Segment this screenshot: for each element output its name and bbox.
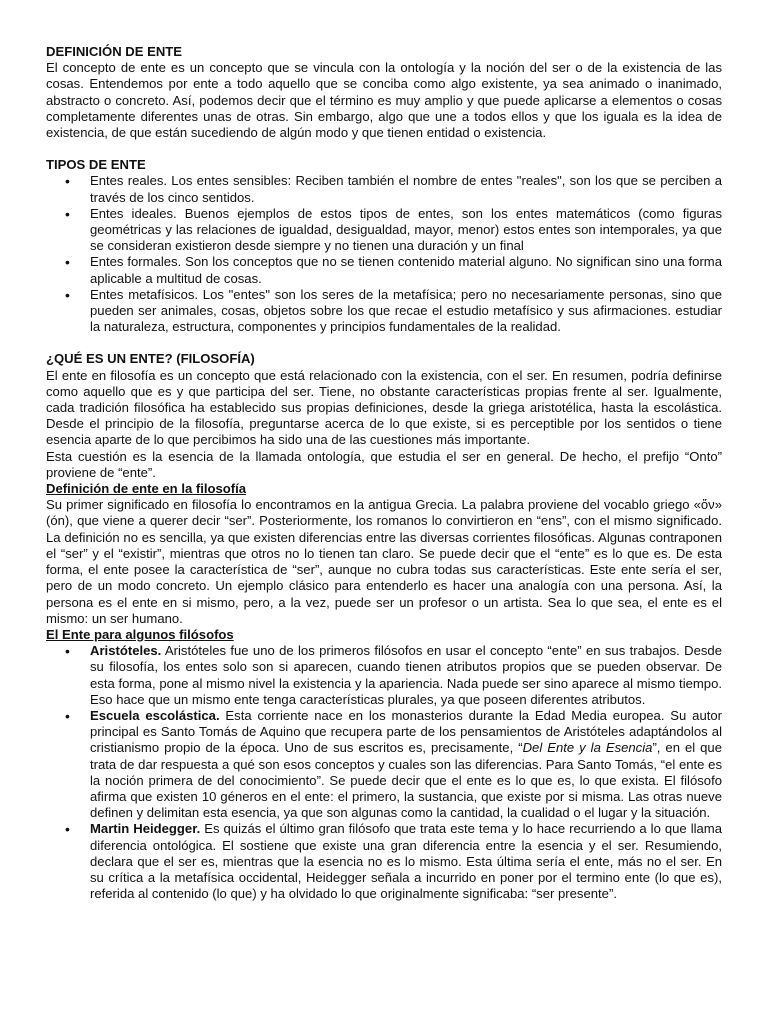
philosopher-name: Escuela escolástica.: [90, 707, 220, 723]
section-title-definicion: DEFINICIÓN DE ENTE: [46, 44, 183, 59]
subheading-filosofos: El Ente para algunos filósofos: [46, 626, 234, 642]
list-item: • Entes ideales. Buenos ejemplos de estos tipos de entes, son los entes matemáticos (como figuras geométricas y las relaciones de igualdad, desigualdad, mayor, menor) estos entes son intemporales, ya que se consideran existieron desde siempre y no tienen una duración y un final: [90, 206, 722, 255]
list-item: • Entes reales. Los entes sensibles: Reciben también el nombre de entes "reales", son los que se perciben a través de los cinco sentidos.: [90, 173, 722, 205]
book-title: Del Ente y la Esencia: [522, 740, 653, 756]
spacer: [46, 141, 722, 157]
section-title-que-es: ¿QUÉ ES UN ENTE? (FILOSOFÍA): [46, 351, 255, 367]
philosopher-text: ”, en el que trata de dar respuesta a qué son esos conceptos y cuales son las diferencias. Para Santo Tomás, “el ente es la noción primera de del conocimiento”. Se puede decir que el ente es lo que es, lo que exista. El filósofo afirma que existen 10 géneros en el ente: el primero, la sustancia, que existe por si misma. Las otras nueve definen y delimitan esta esencia, ya que son algunas como la cantidad, la cualidad o el lugar y la situación.: [90, 740, 722, 821]
paragraph-que-es-2: Esta cuestión es la esencia de la llamada ontología, que estudia el ser en general. De hecho, el prefijo “Onto” proviene de “ente”.: [46, 448, 722, 480]
paragraph-definicion-filosofia: Su primer significado en filosofía lo encontramos en la antigua Grecia. La palabra proviene del vocablo griego «ὄν» (ón), que viene a querer decir “ser”. Posteriormente, los romanos lo convirtieron en “ens”, con el mismo significado. La definición no es sencilla, ya que existen diferencias entre las diversas corrientes filosóficas. Algunas contraponen el “ser” y el “existir”, mientras que otros no lo tienen tan claro. Se puede decir que el “ente” es lo que es. De esta forma, el ente posee la característica de “ser”, aunque no cubra todas sus características. Este ente sería el ser, pero de un modo concreto. Un ejemplo clásico para entenderlo es hacer una analogía con una persona. Así, la persona es el ente en si mismo, pero, a la vez, puede ser un profesor o un artista. Sea lo que sea, el ente es el mismo: un ser humano.: [46, 497, 722, 626]
spacer: [46, 335, 722, 351]
paragraph-que-es-1: El ente en filosofía es un concepto que está relacionado con la existencia, con el ser. En resumen, podría definirse como aquello que es y que participa del ser. Tiene, no obstante características propias frente al ser. Igualmente, cada tradición filosófica ha establecido sus propias definiciones, desde la griega aristotélica, hasta la escolástica. Desde el principio de la filosofía, preguntarse acerca de lo que existe, si es perceptible por los sentidos o tiene esencia aparte de lo que percibimos ha sido una de las cuestiones más importante.: [46, 367, 722, 448]
philosopher-name: Aristóteles.: [90, 643, 162, 659]
subheading-definicion-filosofia: Definición de ente en la filosofía: [46, 481, 247, 497]
list-item-heidegger: [90, 821, 722, 902]
list-item-aristoteles: [90, 643, 722, 708]
list-item: • Entes formales. Son los conceptos que no se tienen contenido material alguno. No significan sino una forma aplicable a multitud de cosas.: [90, 254, 722, 286]
list-item: • Entes metafísicos. Los "entes" son los seres de la metafísica; pero no necesariamente personas, sino que pueden ser animales, cosas, objetos sobre los que recae el estudio metafísico y sus afirmaciones. estudiar la naturaleza, estructura, componentes y principios fundamentales de la realidad.: [90, 287, 722, 336]
list-item-escolastica: [90, 708, 722, 821]
section-title-tipos: TIPOS DE ENTE: [46, 157, 146, 173]
philosopher-text: Esta corriente nace en los monasterios durante la Edad Media europea. Su autor principal es Santo Tomás de Aquino que recupera parte de los pensamientos de Aristóteles adaptándolos al cristianismo propio de la época. Uno de sus escritos es, precisamente, “: [90, 707, 723, 756]
philosopher-text: Aristóteles fue uno de los primeros filósofos en usar el concepto “ente” en sus trabajos. Desde su filosofía, los entes solo son si aparecen, cuando tienen atributos propios que se pueden observar. De esta forma, pone al mismo nivel la existencia y la apariencia. Nada puede ser sino aparece al mismo tiempo. Eso hace que un mismo ente tenga características plurales, ya que poseen diferentes atributos.: [90, 643, 722, 707]
philosopher-name: Martin Heidegger.: [90, 821, 201, 837]
tipos-list: [46, 173, 722, 335]
filosofos-list: [46, 643, 722, 902]
philosopher-text: Es quizás el último gran filósofo que trata este tema y lo hace recurriendo a lo que llama diferencia ontológica. El sostiene que existe una gran diferencia entre la esencia y el ser. Resumiendo, declara que el ser es, mientras que la esencia no es lo mismo. Esta última sería el ente, más no el ser. En su crítica a la metafísica occidental, Heidegger señala a incurrido en poner por el termino ente (lo que es), referida al contenido (lo que) y ha olvidado lo que originalmente significaba: “ser presente”.: [90, 821, 722, 902]
paragraph-definicion: El concepto de ente es un concepto que se vincula con la ontología y la noción del ser o de la existencia de las cosas. Entendemos por ente a todo aquello que se conciba como algo existente, ya sea animado o inanimado, abstracto o concreto. Así, podemos decir que el término es muy amplio y que puede aplicarse a elementos o cosas completamente diferentes unas de otras. Sin embargo, algo que une a todos ellos y que los iguala es la idea de existencia, de que están sucediendo de algún modo y que tienen entidad o existencia.: [46, 60, 722, 141]
